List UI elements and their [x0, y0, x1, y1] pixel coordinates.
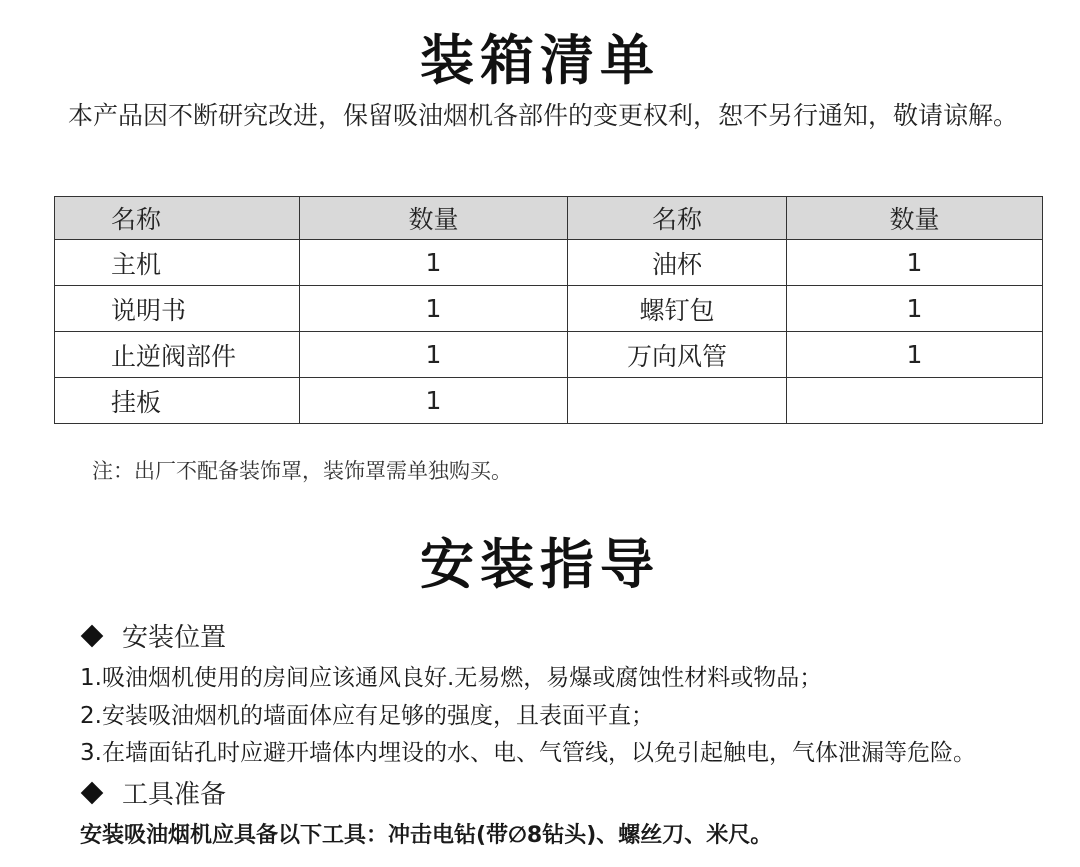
install-guide-title: 安装指导	[420, 533, 660, 596]
item-quantity: 1	[300, 332, 568, 378]
packing-note: 注：出厂不配备装饰罩，装饰罩需单独购买。	[92, 459, 512, 483]
tools-text: 安装吸油烟机应具备以下工具：冲击电钻(带∅8钻头)、螺丝刀、米尺。	[80, 823, 773, 848]
item-name	[568, 378, 787, 424]
column-header-name: 名称	[568, 197, 787, 240]
item-quantity: 1	[787, 240, 1043, 286]
table-header-row	[55, 197, 1043, 240]
position-item: 1.吸油烟机使用的房间应该通风良好.无易燃，易爆或腐蚀性材料或物品；	[80, 665, 823, 691]
item-name: 主机	[55, 240, 300, 286]
table-row	[55, 286, 1043, 332]
item-quantity: 1	[300, 378, 568, 424]
item-name: 止逆阀部件	[55, 332, 300, 378]
diamond-bullet-icon	[81, 624, 104, 647]
table-row	[55, 332, 1043, 378]
item-quantity: 1	[787, 332, 1043, 378]
item-quantity	[787, 378, 1043, 424]
item-quantity: 1	[300, 240, 568, 286]
item-name: 万向风管	[568, 332, 787, 378]
item-name: 螺钉包	[568, 286, 787, 332]
item-quantity: 1	[787, 286, 1043, 332]
section-heading-tools	[80, 774, 226, 811]
packing-table	[54, 196, 1043, 424]
item-name: 说明书	[55, 286, 300, 332]
diamond-bullet-icon	[81, 781, 104, 804]
table-row	[55, 240, 1043, 286]
column-header-name: 名称	[55, 197, 300, 240]
item-name: 油杯	[568, 240, 787, 286]
column-header-quantity: 数量	[300, 197, 568, 240]
item-name: 挂板	[55, 378, 300, 424]
position-item: 3.在墙面钻孔时应避开墙体内埋设的水、电、气管线，以免引起触电，气体泄漏等危险。	[80, 740, 976, 766]
column-header-quantity: 数量	[787, 197, 1043, 240]
table-row	[55, 378, 1043, 424]
section-heading-label: 安装位置	[122, 623, 227, 653]
section-heading-label: 工具准备	[122, 780, 227, 810]
position-item: 2.安装吸油烟机的墙面体应有足够的强度，且表面平直；	[80, 703, 654, 729]
packing-list-title: 装箱清单	[420, 29, 660, 92]
notice-text: 本产品因不断研究改进，保留吸油烟机各部件的变更权利，恕不另行通知，敬请谅解。	[68, 101, 1019, 130]
section-heading-position	[80, 617, 226, 654]
item-quantity: 1	[300, 286, 568, 332]
